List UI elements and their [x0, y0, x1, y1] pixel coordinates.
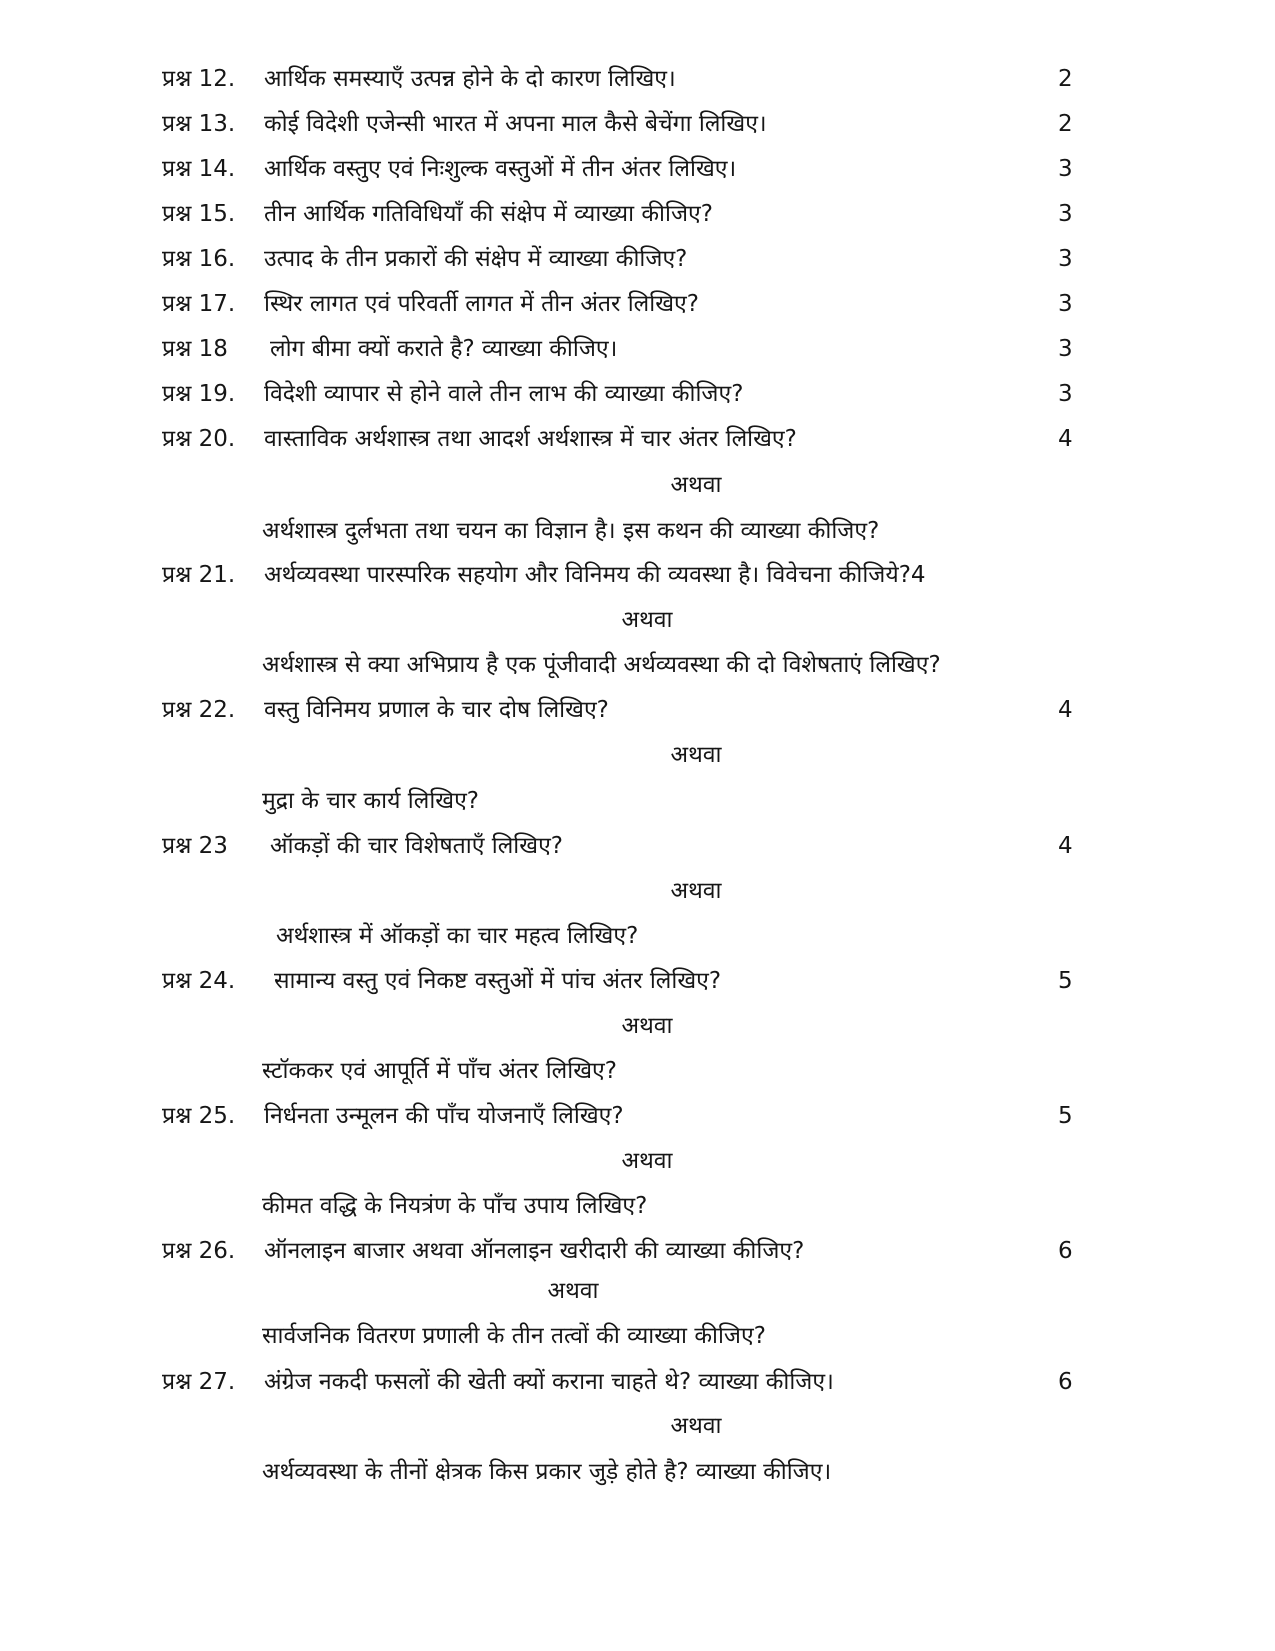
- question-14-label: प्रश्न 14.: [162, 156, 236, 182]
- question-12-text: आर्थिक समस्याएँ उत्पन्न होने के दो कारण लिखिए।: [264, 66, 676, 92]
- question-24-or-divider: अथवा: [621, 1013, 673, 1039]
- question-15-text: तीन आर्थिक गतिविधियाँ की संक्षेप में व्याख्या कीजिए?: [264, 201, 713, 227]
- question-13-marks: 2: [1058, 111, 1073, 137]
- question-22-alternative-text: मुद्रा के चार कार्य लिखिए?: [262, 788, 480, 814]
- question-19-text: विदेशी व्यापार से होने वाले तीन लाभ की व्याख्या कीजिए?: [264, 381, 744, 407]
- question-17-text: स्थिर लागत एवं परिवर्ती लागत में तीन अंतर लिखिए?: [264, 291, 699, 317]
- question-22-label: प्रश्न 22.: [162, 697, 236, 723]
- question-26-alternative-text: सार्वजनिक वितरण प्रणाली के तीन तत्वों की व्याख्या कीजिए?: [262, 1323, 766, 1349]
- question-20-marks: 4: [1058, 426, 1073, 452]
- question-16-label: प्रश्न 16.: [162, 246, 236, 272]
- question-16-text: उत्पाद के तीन प्रकारों की संक्षेप में व्याख्या कीजिए?: [264, 246, 688, 272]
- question-26-or-divider: अथवा: [547, 1278, 599, 1304]
- question-12-marks: 2: [1058, 66, 1073, 92]
- question-24-marks: 5: [1058, 968, 1073, 994]
- question-19-label: प्रश्न 19.: [162, 381, 236, 407]
- question-23-text: ऑकड़ों की चार विशेषताएँ लिखिए?: [270, 833, 564, 859]
- question-26-text: ऑनलाइन बाजार अथवा ऑनलाइन खरीदारी की व्याख्या कीजिए?: [264, 1238, 805, 1264]
- question-24-label: प्रश्न 24.: [162, 968, 236, 994]
- question-14-marks: 3: [1058, 156, 1073, 182]
- question-23-alternative-text: अर्थशास्त्र में ऑकड़ों का चार महत्व लिखिए?: [276, 923, 639, 949]
- question-26-marks: 6: [1058, 1238, 1073, 1264]
- question-15-marks: 3: [1058, 201, 1073, 227]
- question-23-marks: 4: [1058, 833, 1073, 859]
- question-20-or-divider: अथवा: [670, 472, 722, 498]
- question-13-label: प्रश्न 13.: [162, 111, 236, 137]
- question-27-or-divider: अथवा: [670, 1413, 722, 1439]
- question-15-label: प्रश्न 15.: [162, 201, 236, 227]
- question-19-marks: 3: [1058, 381, 1073, 407]
- question-25-alternative-text: कीमत वद्धि के नियत्रंण के पाँच उपाय लिखिए?: [262, 1193, 648, 1219]
- question-27-marks: 6: [1058, 1369, 1073, 1395]
- question-16-marks: 3: [1058, 246, 1073, 272]
- question-21-label: प्रश्न 21.: [162, 562, 236, 588]
- question-22-marks: 4: [1058, 697, 1073, 723]
- question-21-text: अर्थव्यवस्था पारस्परिक सहयोग और विनिमय की व्यवस्था है। विवेचना कीजिये?4: [264, 562, 926, 588]
- question-25-label: प्रश्न 25.: [162, 1103, 236, 1129]
- question-25-or-divider: अथवा: [621, 1148, 673, 1174]
- question-27-label: प्रश्न 27.: [162, 1369, 236, 1395]
- question-26-label: प्रश्न 26.: [162, 1238, 236, 1264]
- question-23-or-divider: अथवा: [670, 878, 722, 904]
- question-13-text: कोई विदेशी एजेन्सी भारत में अपना माल कैसे बेचेंगा लिखिए।: [264, 111, 767, 137]
- question-22-text: वस्तु विनिमय प्रणाल के चार दोष लिखिए?: [264, 697, 609, 723]
- question-18-marks: 3: [1058, 336, 1073, 362]
- question-18-label: प्रश्न 18: [162, 336, 228, 362]
- question-14-text: आर्थिक वस्तुए एवं निःशुल्क वस्तुओं में तीन अंतर लिखिए।: [264, 156, 737, 182]
- question-21-alternative-text: अर्थशास्त्र से क्या अभिप्राय है एक पूंजीवादी अर्थव्यवस्था की दो विशेषताएं लिखिए?: [262, 652, 941, 678]
- question-20-text: वास्ताविक अर्थशास्त्र तथा आदर्श अर्थशास्त्र में चार अंतर लिखिए?: [264, 426, 797, 452]
- question-20-alternative-text: अर्थशास्त्र दुर्लभता तथा चयन का विज्ञान है। इस कथन की व्याख्या कीजिए?: [262, 518, 880, 544]
- question-17-label: प्रश्न 17.: [162, 291, 236, 317]
- question-12-label: प्रश्न 12.: [162, 66, 236, 92]
- question-24-alternative-text: स्टॉककर एवं आपूर्ति में पाँच अंतर लिखिए?: [262, 1058, 617, 1084]
- question-23-label: प्रश्न 23: [162, 833, 228, 859]
- question-25-text: निर्धनता उन्मूलन की पाँच योजनाएँ लिखिए?: [264, 1103, 624, 1129]
- question-22-or-divider: अथवा: [670, 742, 722, 768]
- question-21-or-divider: अथवा: [621, 607, 673, 633]
- question-27-text: अंग्रेज नकदी फसलों की खेती क्यों कराना चाहते थे? व्याख्या कीजिए।: [264, 1369, 834, 1395]
- question-25-marks: 5: [1058, 1103, 1073, 1129]
- question-18-text: लोग बीमा क्यों कराते है? व्याख्या कीजिए।: [270, 336, 618, 362]
- question-20-label: प्रश्न 20.: [162, 426, 236, 452]
- question-17-marks: 3: [1058, 291, 1073, 317]
- question-27-alternative-text: अर्थव्यवस्था के तीनों क्षेत्रक किस प्रकार जुड़े होते है? व्याख्या कीजिए।: [262, 1459, 832, 1485]
- question-24-text: सामान्य वस्तु एवं निकष्ट वस्तुओं में पांच अंतर लिखिए?: [274, 968, 722, 994]
